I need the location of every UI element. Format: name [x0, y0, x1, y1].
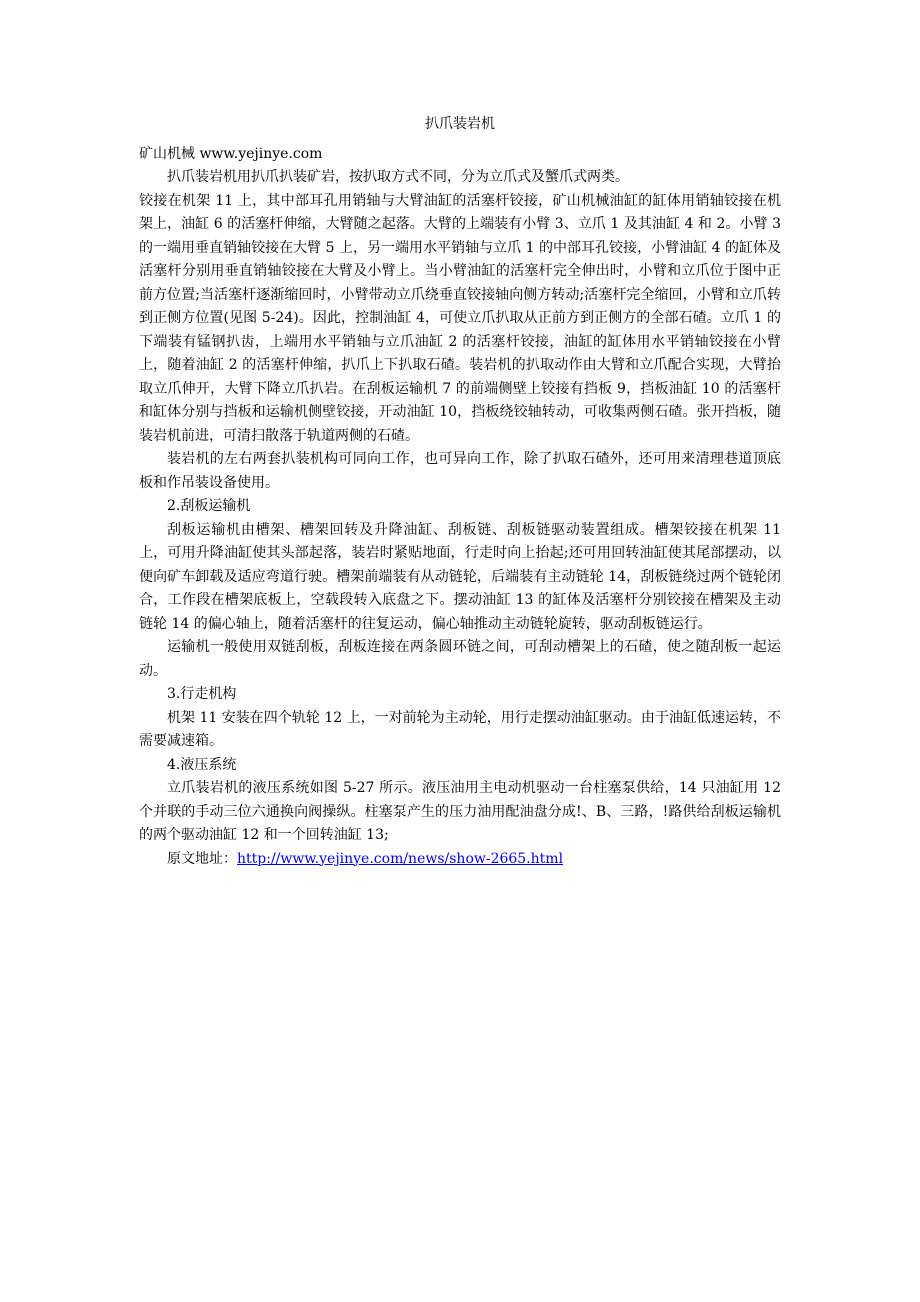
document-title: 扒爪装岩机	[425, 116, 495, 132]
paragraph-scraper-conveyor: 刮板运输机由槽架、槽架回转及升降油缸、刮板链、刮板链驱动装置组成。槽架铰接在机架 11 上，可用升降油缸使其头部起落，装岩时紧贴地面，行走时向上抬起;还可用回转油缸使其尾部摆动，以便向矿车卸载及适应弯道行驶。槽架前端装有从动链轮，后端装有主动链轮 14，刮板链绕过两个链轮闭合，工作段在槽架底板上，空载段转入底盘之下。摆动油缸 13 的缸体及活塞杆分别铰接在槽架及主动链轮 14 的偏心轴上，随着活塞杆的往复运动，偏心轴推动主动链轮旋转，驱动刮板链运行。	[139, 521, 781, 632]
paragraph-working-modes: 装岩机的左右两套扒装机构可同向工作，也可异向工作，除了扒取石碴外，还可用来清理巷道顶底板和作吊装设备使用。	[139, 451, 781, 491]
source-link[interactable]: http://www.yejinye.com/news/show-2665.html	[237, 850, 564, 867]
paragraph-hydraulic-system: 立爪装岩机的液压系统如图 5-27 所示。液压油用主电动机驱动一台柱塞泵供给，14 只油缸用 12 个并联的手动三位六通换向阀操纵。柱塞泵产生的压力油用配油盘分成!、B、三路，!路供给刮板运输机的两个驱动油缸 12 和一个回转油缸 13;	[139, 780, 781, 843]
source-link-label: 原文地址：	[167, 850, 237, 867]
source-link-line	[139, 848, 781, 872]
paragraph-claw-mechanism: 铰接在机架 11 上，其中部耳孔用销轴与大臂油缸的活塞杆铰接，矿山机械油缸的缸体用销轴铰接在机架上，油缸 6 的活塞杆伸缩，大臂随之起落。大臂的上端装有小臂 3、立爪 1 及其油缸 4 和 2。小臂 3 的一端用垂直销轴铰接在大臂 5 上，另一端用水平销轴与立爪 1 的中部耳孔铰接，小臂油缸 4 的缸体及活塞杆分别用垂直销轴铰接在大臂及小臂上。当小臂油缸的活塞杆完全伸出时，小臂和立爪位于图中正前方位置;当活塞杆逐渐缩回时，小臂带动立爪绕垂直铰接轴向侧方转动;活塞杆完全缩回，小臂和立爪转到正侧方位置(见图 5-24)。因此，控制油缸 4，可使立爪扒取从正前方到正侧方的全部石碴。立爪 1 的下端装有锰钢扒齿，上端用水平销轴与立爪油缸 2 的活塞杆铰接，油缸的缸体用水平销轴铰接在小臂上，随着油缸 2 的活塞杆伸缩，扒爪上下扒取石碴。装岩机的扒取动作由大臂和立爪配合实现，大臂抬取立爪伸开，大臂下降立爪扒岩。在刮板运输机 7 的前端侧壁上铰接有挡板 9，挡板油缸 10 的活塞杆和缸体分别与挡板和运输机侧壁铰接，开动油缸 10，挡板绕铰轴转动，可收集两侧石碴。张开挡板，随装岩机前进，可清扫散落于轨道两侧的石碴。	[139, 192, 781, 444]
section-heading-hydraulic-system: 4.液压系统	[167, 756, 237, 773]
paragraph-double-chain: 运输机一般使用双链刮板，刮板连接在两条圆环链之间，可刮动槽架上的石碴，使之随刮板一起运动。	[139, 639, 781, 679]
section-heading-walking-mechanism: 3.行走机构	[167, 686, 237, 702]
section-heading-scraper-conveyor: 2.刮板运输机	[167, 498, 251, 514]
document-page	[139, 112, 781, 871]
paragraph-walking-mechanism: 机架 11 安装在四个轨轮 12 上，一对前轮为主动轮，用行走摆动油缸驱动。由于油缸低速运转，不需要减速箱。	[139, 709, 781, 749]
source-line: 矿山机械 www.yejinye.com	[139, 146, 323, 162]
intro-paragraph: 扒爪装岩机用扒爪扒装矿岩，按扒取方式不同，分为立爪式及蟹爪式两类。	[167, 169, 629, 185]
